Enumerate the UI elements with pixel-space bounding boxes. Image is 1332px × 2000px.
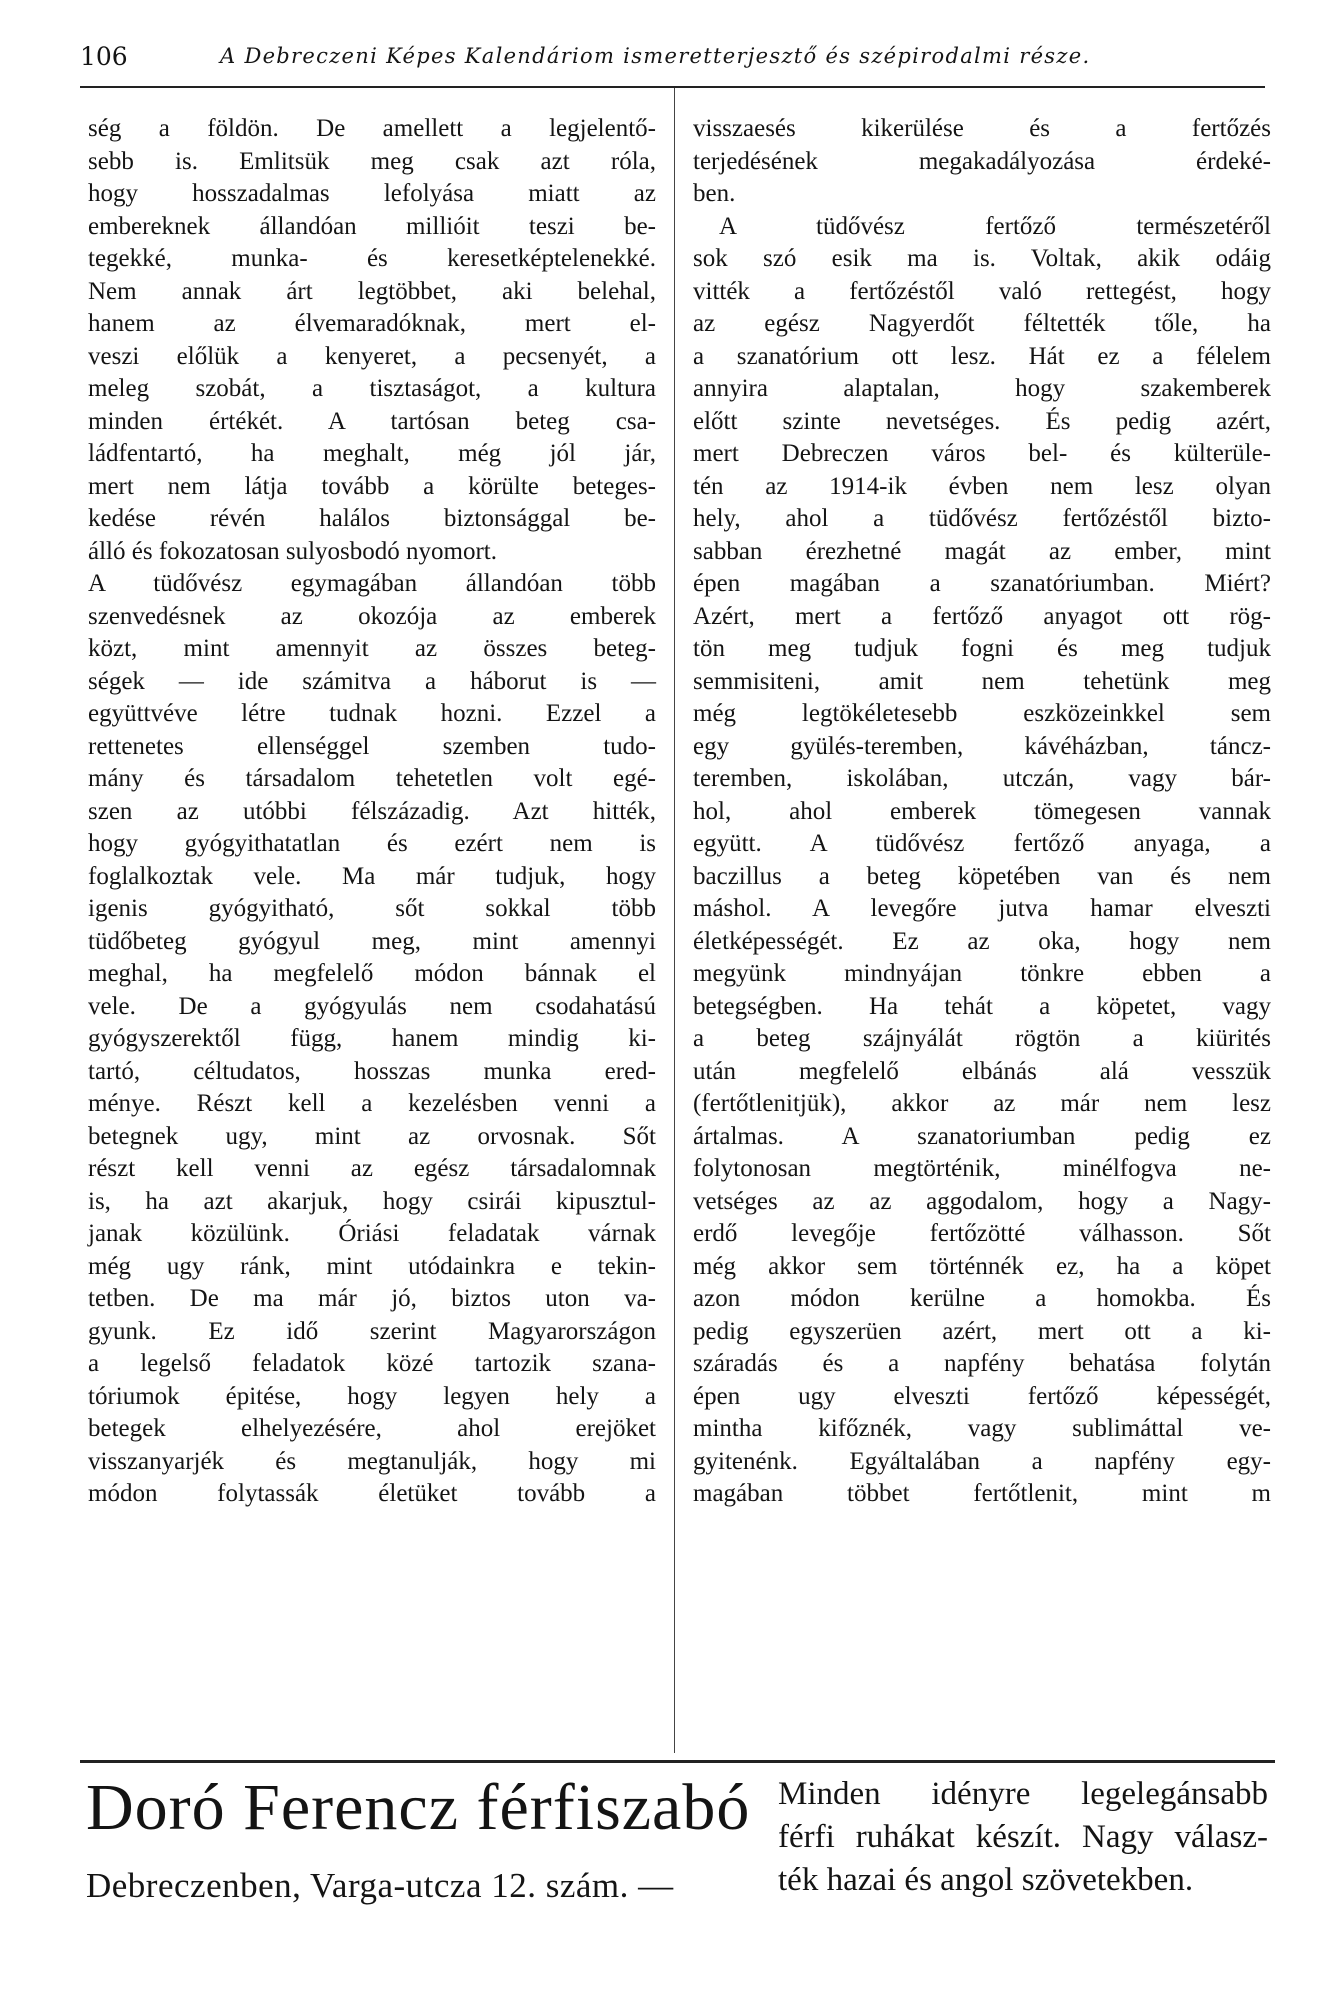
text-line: részt kell venni az egész társadalomnak [88,1155,656,1182]
text-line: kedése révén halálos biztonsággal be- [88,505,656,532]
text-line: foglalkoztak vele. Ma már tudjuk, hogy [88,862,656,890]
text-line: hogy gyógyithatatlan és ezért nem is [88,830,656,857]
text-line: Nem annak árt legtöbbet, aki belehal, [88,277,656,305]
text-line: betegnek ugy, mint az orvosnak. Sőt [88,1122,656,1150]
text-line: együttvéve létre tudnak hozni. Ezzel a [88,700,656,727]
text-line: gyitenénk. Egyáltalában a napfény egy- [693,1447,1271,1475]
text-line: is, ha azt akarjuk, hogy csirái kipusztul- [88,1187,656,1215]
text-line: ártalmas. A szanatoriumban pedig ez [693,1122,1271,1150]
text-line: tetben. De ma már jó, biztos uton va- [88,1285,656,1312]
text-line: mert nem látja tovább a körülte beteges- [88,472,656,500]
text-line: után megfelelő elbánás alá vesszük [693,1057,1271,1085]
running-title: A Debreczeni Képes Kalendáriom ismeretterjesztő és szépirodalmi része. [220,44,1091,68]
text-line: visszanyarjék és megtanulják, hogy mi [88,1447,656,1475]
text-line: együtt. A tüdővész fertőző anyaga, a [693,830,1271,857]
text-line: az egész Nagyerdőt féltették tőle, ha [693,310,1271,337]
text-line: máshol. A levegőre jutva hamar elveszti [693,895,1271,922]
left-column [88,113,656,1511]
text-line: hol, ahol emberek tömegesen vannak [693,797,1271,825]
text-line: szen az utóbbi félszázadig. Azt hitték, [88,797,656,825]
text-line: ben. [693,180,736,207]
text-line: tartó, céltudatos, hosszas munka ered- [88,1057,656,1085]
page-number: 106 [80,42,128,71]
advertisement-address: Debreczenben, Varga-utcza 12. szám. — [86,1866,674,1905]
text-line: A tüdővész fertőző természetéről [719,212,1271,240]
text-line: a beteg szájnyálát rögtön a kiürités [693,1025,1271,1052]
text-line: folytonosan megtörténik, minélfogva ne- [693,1155,1271,1182]
text-line: (fertőtlenitjük), akkor az már nem lesz [693,1090,1271,1117]
text-line: erdő levegője fertőzötté válhasson. Sőt [693,1220,1271,1247]
text-line: tén az 1914-ik évben nem lesz olyan [693,472,1271,500]
text-line: ség a földön. De amellett a legjelentő- [88,115,656,142]
text-line: sok szó esik ma is. Voltak, akik odáig [693,245,1271,272]
text-line: tüdőbeteg gyógyul meg, mint amennyi [88,927,656,955]
text-line: tóriumok épitése, hogy legyen hely a [88,1382,656,1410]
text-line: száradás és a napfény behatása folytán [693,1350,1271,1377]
text-line: szenvedésnek az okozója az emberek [88,602,656,630]
text-line: vitték a fertőzéstől való rettegést, hogy [693,277,1271,305]
text-line: tön meg tudjuk fogni és meg tudjuk [693,635,1271,662]
text-line: sebb is. Emlitsük meg csak azt róla, [88,147,656,175]
text-line: tegekké, munka- és keresetképtelenekké. [88,245,656,272]
text-line: ménye. Részt kell a kezelésben venni a [88,1090,656,1117]
text-line: teremben, iskolában, utczán, vagy bár- [693,765,1271,792]
advertisement-slogan-line: Minden idényre legelegánsabb [778,1776,1268,1812]
text-line: embereknek állandóan millióit teszi be- [88,212,656,240]
text-line: még legtökéletesebb eszközeinkkel sem [693,700,1271,727]
text-line: rettenetes ellenséggel szemben tudo- [88,732,656,760]
text-line: mert Debreczen város bel- és külterüle- [693,440,1271,467]
text-line: még ugy ránk, mint utódainkra e tekin- [88,1252,656,1280]
page-header [80,40,1265,88]
text-line: a szanatórium ott lesz. Hát ez a félelem [693,342,1271,370]
advertisement-slogan-line: ték hazai és angol szövetekben. [778,1862,1194,1898]
text-line: épen ugy elveszti fertőző képességét, [693,1382,1271,1410]
text-line: vetséges az az aggodalom, hogy a Nagy- [693,1187,1271,1215]
text-line: hanem az élvemaradóknak, mert el- [88,310,656,337]
advertisement-slogan [778,1773,1268,1902]
text-line: előtt szinte nevetséges. És pedig azért, [693,407,1271,435]
text-line: igenis gyógyitható, sőt sokkal több [88,895,656,922]
text-line: mány és társadalom tehetetlen volt egé- [88,765,656,792]
text-line: hely, ahol a tüdővész fertőzéstől bizto- [693,505,1271,532]
text-line: sabban érezhetné magát az ember, mint [693,537,1271,565]
text-line: megyünk mindnyájan tönkre ebben a [693,960,1271,987]
text-line: egy gyülés-teremben, kávéházban, táncz- [693,732,1271,760]
text-line: betegségben. Ha tehát a köpetet, vagy [693,992,1271,1020]
text-line: magában többet fertőtlenit, mint m [693,1480,1271,1507]
text-line: a legelső feladatok közé tartozik szana- [88,1350,656,1377]
text-line: módon folytassák életüket tovább a [88,1480,656,1507]
text-line: közt, mint amennyit az összes beteg- [88,635,656,662]
text-line: gyógyszerektől függ, hanem mindig ki- [88,1025,656,1052]
text-line: betegek elhelyezésére, ahol erejöket [88,1415,656,1442]
text-line: vele. De a gyógyulás nem csodahatású [88,992,656,1020]
text-line: épen magában a szanatóriumban. Miért? [693,570,1271,597]
text-line: még akkor sem történnék ez, ha a köpet [693,1252,1271,1280]
text-line: meghal, ha megfelelő módon bánnak el [88,960,656,987]
text-line: janak közülünk. Óriási feladatak várnak [88,1220,656,1247]
advertisement-slogan-line: férfi ruhákat készít. Nagy válasz- [778,1819,1268,1855]
advertisement-name: Doró Ferencz férfiszabó [86,1771,751,1844]
text-line: minden értékét. A tartósan beteg csa- [88,407,656,435]
text-line: álló és fokozatosan sulyosbodó nyomort. [88,537,497,565]
column-divider [674,88,675,1753]
text-line: veszi előlük a kenyeret, a pecsenyét, a [88,342,656,370]
text-line: gyunk. Ez idő szerint Magyarországon [88,1317,656,1345]
text-line: meleg szobát, a tisztaságot, a kultura [88,375,656,402]
right-column [693,113,1271,1511]
text-line: visszaesés kikerülése és a fertőzés [693,115,1271,142]
text-line: mintha kifőznék, vagy sublimáttal ve- [693,1415,1271,1442]
text-line: ládfentartó, ha meghalt, még jól jár, [88,440,656,467]
text-line: terjedésének megakadályozása érdeké- [693,147,1271,175]
text-line: azon módon kerülne a homokba. És [693,1285,1271,1312]
text-line: Azért, mert a fertőző anyagot ott rög- [693,602,1271,630]
text-line: hogy hosszadalmas lefolyása miatt az [88,180,656,207]
text-line: baczillus a beteg köpetében van és nem [693,862,1271,890]
text-line: semmisiteni, amit nem tehetünk meg [693,667,1271,695]
text-line: életképességét. Ez az oka, hogy nem [693,927,1271,955]
text-line: annyira alaptalan, hogy szakemberek [693,375,1271,402]
advertisement-divider [80,1760,1275,1763]
text-line: pedig egyszerüen azért, mert ott a ki- [693,1317,1271,1345]
text-line: ségek — ide számitva a háborut is — [88,667,656,695]
text-line: A tüdővész egymagában állandóan több [88,570,656,597]
